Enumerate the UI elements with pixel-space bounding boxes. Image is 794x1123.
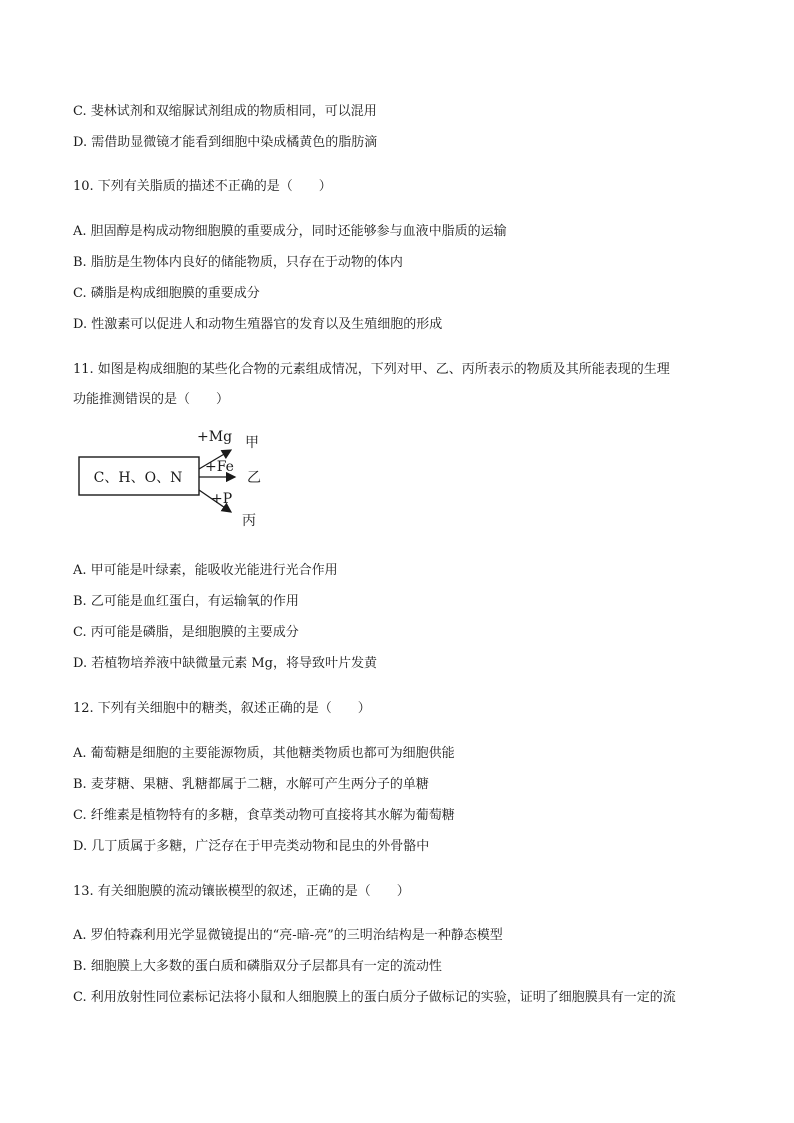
q11-option-c: C. 丙可能是磷脂，是细胞膜的主要成分: [73, 625, 299, 640]
q10-option-b: B. 脂肪是生物体内良好的储能物质，只存在于动物的体内: [73, 255, 403, 270]
q10-option-a: A. 胆固醇是构成动物细胞膜的重要成分，同时还能够参与血液中脂质的运输: [73, 224, 507, 239]
arrow-mg-label: +Mg: [197, 429, 233, 445]
q12-option-a: A. 葡萄糖是细胞的主要能源物质，其他糖类物质也都可为细胞供能: [73, 746, 455, 761]
element-composition-diagram: [70, 424, 280, 534]
q11-stem-line2: 功能推测错误的是（ ）: [73, 392, 230, 407]
product-bing: 丙: [242, 513, 256, 529]
q10-stem: 10. 下列有关脂质的描述不正确的是（ ）: [73, 179, 332, 194]
q10-option-c: C. 磷脂是构成细胞膜的重要成分: [73, 286, 260, 301]
q13-option-a: A. 罗伯特森利用光学显微镜提出的“亮-暗-亮”的三明治结构是一种静态模型: [73, 928, 503, 943]
q11-option-d: D. 若植物培养液中缺微量元素 Mg，将导致叶片发黄: [73, 656, 377, 671]
product-jia: 甲: [245, 435, 259, 451]
element-box-label: C、H、O、N: [93, 470, 183, 486]
prev-option-c: C. 斐林试剂和双缩脲试剂组成的物质相同，可以混用: [73, 104, 377, 119]
q12-option-b: B. 麦芽糖、果糖、乳糖都属于二糖，水解可产生两分子的单糖: [73, 777, 429, 792]
q13-option-c: C. 利用放射性同位素标记法将小鼠和人细胞膜上的蛋白质分子做标记的实验，证明了细胞膜具有一定的流: [73, 990, 676, 1005]
arrow-fe-label: +Fe: [205, 459, 234, 475]
q10-option-d: D. 性激素可以促进人和动物生殖器官的发育以及生殖细胞的形成: [73, 317, 443, 332]
q11-option-b: B. 乙可能是血红蛋白，有运输氧的作用: [73, 594, 299, 609]
q11-stem-line1: 11. 如图是构成细胞的某些化合物的元素组成情况，下列对甲、乙、丙所表示的物质及其所能表现的生理: [73, 362, 670, 377]
q13-option-b: B. 细胞膜上大多数的蛋白质和磷脂双分子层都具有一定的流动性: [73, 959, 442, 974]
q11-option-a: A. 甲可能是叶绿素，能吸收光能进行光合作用: [73, 563, 338, 578]
product-yi: 乙: [247, 470, 261, 486]
q12-option-d: D. 几丁质属于多糖，广泛存在于甲壳类动物和昆虫的外骨骼中: [73, 839, 430, 854]
q12-option-c: C. 纤维素是植物特有的多糖，食草类动物可直接将其水解为葡萄糖: [73, 808, 455, 823]
arrow-p-label: +P: [211, 491, 233, 507]
q12-stem: 12. 下列有关细胞中的糖类，叙述正确的是（ ）: [73, 701, 371, 716]
q13-stem: 13. 有关细胞膜的流动镶嵌模型的叙述，正确的是（ ）: [73, 884, 410, 899]
prev-option-d: D. 需借助显微镜才能看到细胞中染成橘黄色的脂肪滴: [73, 135, 378, 150]
